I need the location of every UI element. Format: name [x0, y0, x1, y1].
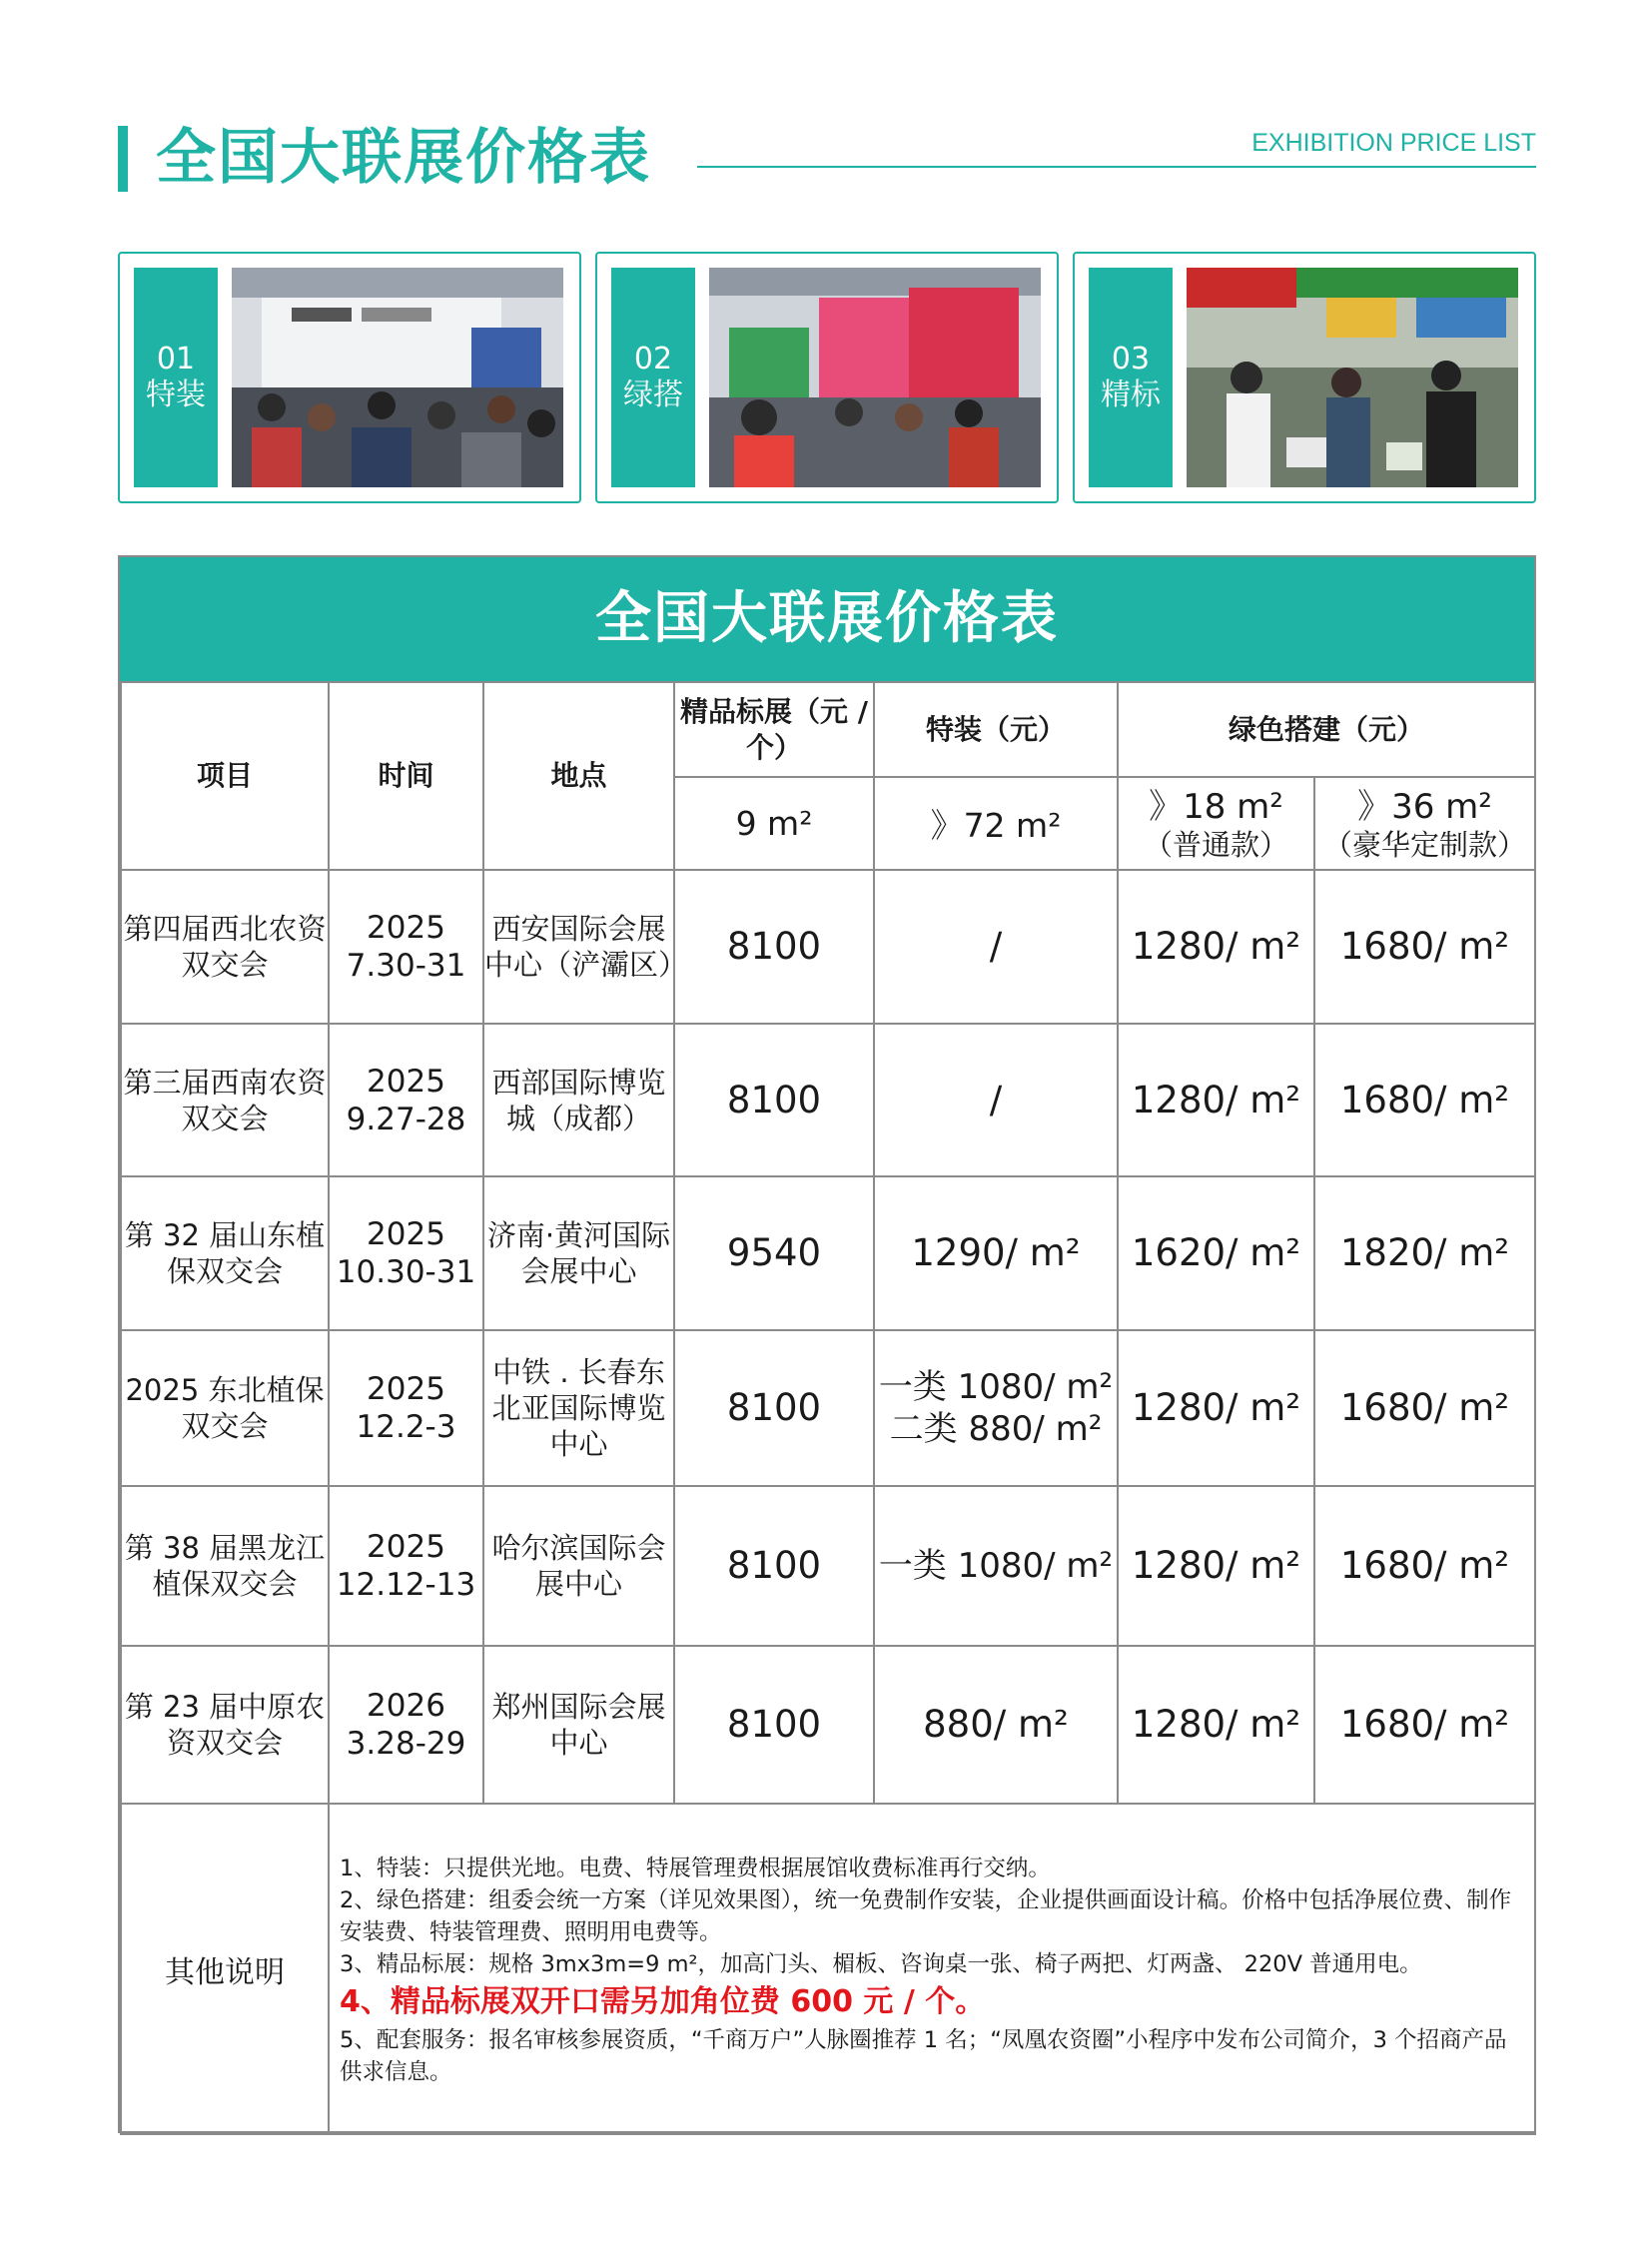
row-date: 12.2-3 — [356, 1409, 456, 1445]
page-subtitle: EXHIBITION PRICE LIST — [1251, 129, 1536, 157]
row-location: 郑州国际会展中心 — [483, 1646, 674, 1804]
note-1: 1、特装：只提供光地。电费、特展管理费根据展馆收费标准再行交纳。 — [340, 1855, 1051, 1881]
row-year: 2025 — [367, 1216, 445, 1252]
notes-content — [329, 1804, 1535, 2134]
green-18-size: 》18 m² — [1149, 786, 1283, 827]
row-green36-price: 1680/ m² — [1314, 1330, 1535, 1486]
row-time — [329, 1330, 483, 1486]
row-special-price: 1290/ m² — [874, 1176, 1118, 1330]
row-green36-price: 1680/ m² — [1314, 1486, 1535, 1646]
page-title: 全国大联展价格表 — [156, 123, 651, 193]
card-title: 精标 — [1101, 377, 1161, 412]
notes-row — [121, 1804, 1535, 2134]
row-year: 2025 — [367, 1371, 445, 1407]
row-date: 7.30-31 — [346, 948, 466, 984]
note-5: 5、配套服务：报名审核参展资质，“千商万户”人脉圈推荐 1 名；“凤凰农资圈”小程序中发布公司简介，3 个招商产品供求信息。 — [340, 2026, 1507, 2085]
row-year: 2025 — [367, 910, 445, 946]
card-number: 03 — [1111, 342, 1151, 376]
row-standard-price: 9540 — [674, 1176, 874, 1330]
row-time — [329, 1486, 483, 1646]
table-row — [121, 1330, 1535, 1486]
table-row — [121, 1176, 1535, 1330]
row-item: 第 38 届黑龙江植保双交会 — [121, 1486, 329, 1646]
header-standard: 精品标展（元 / 个） — [674, 682, 874, 777]
card-title: 特装 — [146, 377, 206, 412]
card-title: 绿搭 — [623, 377, 683, 412]
row-standard-price: 8100 — [674, 1024, 874, 1176]
row-date: 3.28-29 — [346, 1726, 466, 1762]
row-green18-price: 1620/ m² — [1118, 1176, 1314, 1330]
table-row — [121, 1024, 1535, 1176]
card-special — [118, 252, 581, 503]
table-row — [121, 1646, 1535, 1804]
header-standard-size: 9 m² — [674, 777, 874, 870]
row-green18-price: 1280/ m² — [1118, 870, 1314, 1024]
row-green36-price: 1680/ m² — [1314, 1024, 1535, 1176]
table-row — [121, 1486, 1535, 1646]
row-date: 9.27-28 — [346, 1101, 466, 1137]
row-location: 济南·黄河国际会展中心 — [483, 1176, 674, 1330]
row-special-price — [874, 1330, 1118, 1486]
card-standard — [1073, 252, 1536, 503]
card-label — [134, 268, 218, 487]
card-number: 02 — [633, 342, 673, 376]
row-green18-price: 1280/ m² — [1118, 1024, 1314, 1176]
row-item: 第 32 届山东植保双交会 — [121, 1176, 329, 1330]
row-green18-price: 1280/ m² — [1118, 1486, 1314, 1646]
note-3: 3、精品标展：规格 3mx3m=9 m²，加高门头、楣板、咨询桌一张、椅子两把、灯两盏、 220V 普通用电。 — [340, 1950, 1422, 1977]
row-date: 10.30-31 — [336, 1254, 476, 1290]
header-time: 时间 — [329, 682, 483, 870]
green-36-size: 》36 m² — [1357, 786, 1492, 827]
row-special-price: / — [874, 1024, 1118, 1176]
row-time — [329, 870, 483, 1024]
note-4-highlight: 4、精品标展双开口需另加角位费 600 元 / 个。 — [340, 1983, 986, 2019]
row-special-price: / — [874, 870, 1118, 1024]
row-time — [329, 1024, 483, 1176]
price-table — [118, 555, 1536, 2133]
page-header — [118, 118, 1536, 198]
row-green18-price: 1280/ m² — [1118, 1646, 1314, 1804]
table-row — [121, 870, 1535, 1024]
card-label — [1089, 268, 1173, 487]
header-green-36 — [1314, 777, 1535, 870]
category-cards — [118, 252, 1536, 507]
header-item: 项目 — [121, 682, 329, 870]
header-special-size: 》72 m² — [874, 777, 1118, 870]
card-label — [611, 268, 695, 487]
exhibition-photo — [232, 268, 563, 487]
note-2: 2、绿色搭建：组委会统一方案（详见效果图），统一免费制作安装，企业提供画面设计稿。价格中包括净展位费、制作安装费、特装管理费、照明用电费等。 — [340, 1886, 1512, 1945]
card-number: 01 — [156, 342, 196, 376]
special-type-2: 二类 880/ m² — [889, 1409, 1103, 1449]
row-item: 第三届西南农资双交会 — [121, 1024, 329, 1176]
notes-label: 其他说明 — [121, 1804, 329, 2134]
card-green — [595, 252, 1059, 503]
row-year: 2026 — [367, 1688, 445, 1724]
row-location: 西部国际博览城（成都） — [483, 1024, 674, 1176]
price-grid — [120, 681, 1536, 2135]
header-green: 绿色搭建（元） — [1118, 682, 1535, 777]
exhibition-photo — [709, 268, 1041, 487]
green-36-type: （豪华定制款） — [1323, 827, 1527, 862]
row-green18-price: 1280/ m² — [1118, 1330, 1314, 1486]
row-location: 中铁 . 长春东北亚国际博览中心 — [483, 1330, 674, 1486]
row-standard-price: 8100 — [674, 1486, 874, 1646]
row-date: 12.12-13 — [336, 1567, 476, 1603]
row-standard-price: 8100 — [674, 870, 874, 1024]
row-item: 2025 东北植保双交会 — [121, 1330, 329, 1486]
row-location: 哈尔滨国际会展中心 — [483, 1486, 674, 1646]
exhibition-photo — [1187, 268, 1518, 487]
row-standard-price: 8100 — [674, 1330, 874, 1486]
header-accent-bar — [118, 126, 128, 192]
row-green36-price: 1820/ m² — [1314, 1176, 1535, 1330]
table-title: 全国大联展价格表 — [120, 557, 1534, 681]
green-18-type: （普通款） — [1143, 827, 1288, 862]
row-standard-price: 8100 — [674, 1646, 874, 1804]
row-year: 2025 — [367, 1063, 445, 1100]
row-time — [329, 1176, 483, 1330]
header-location: 地点 — [483, 682, 674, 870]
header-divider — [697, 166, 1536, 168]
row-year: 2025 — [367, 1529, 445, 1565]
row-location: 西安国际会展中心（浐灞区） — [483, 870, 674, 1024]
header-special: 特装（元） — [874, 682, 1118, 777]
special-type-1: 一类 1080/ m² — [878, 1367, 1114, 1407]
row-item: 第四届西北农资双交会 — [121, 870, 329, 1024]
row-time — [329, 1646, 483, 1804]
row-green36-price: 1680/ m² — [1314, 870, 1535, 1024]
row-item: 第 23 届中原农资双交会 — [121, 1646, 329, 1804]
row-special-price: 880/ m² — [874, 1646, 1118, 1804]
row-special-price: 一类 1080/ m² — [874, 1486, 1118, 1646]
row-green36-price: 1680/ m² — [1314, 1646, 1535, 1804]
header-green-18 — [1118, 777, 1314, 870]
